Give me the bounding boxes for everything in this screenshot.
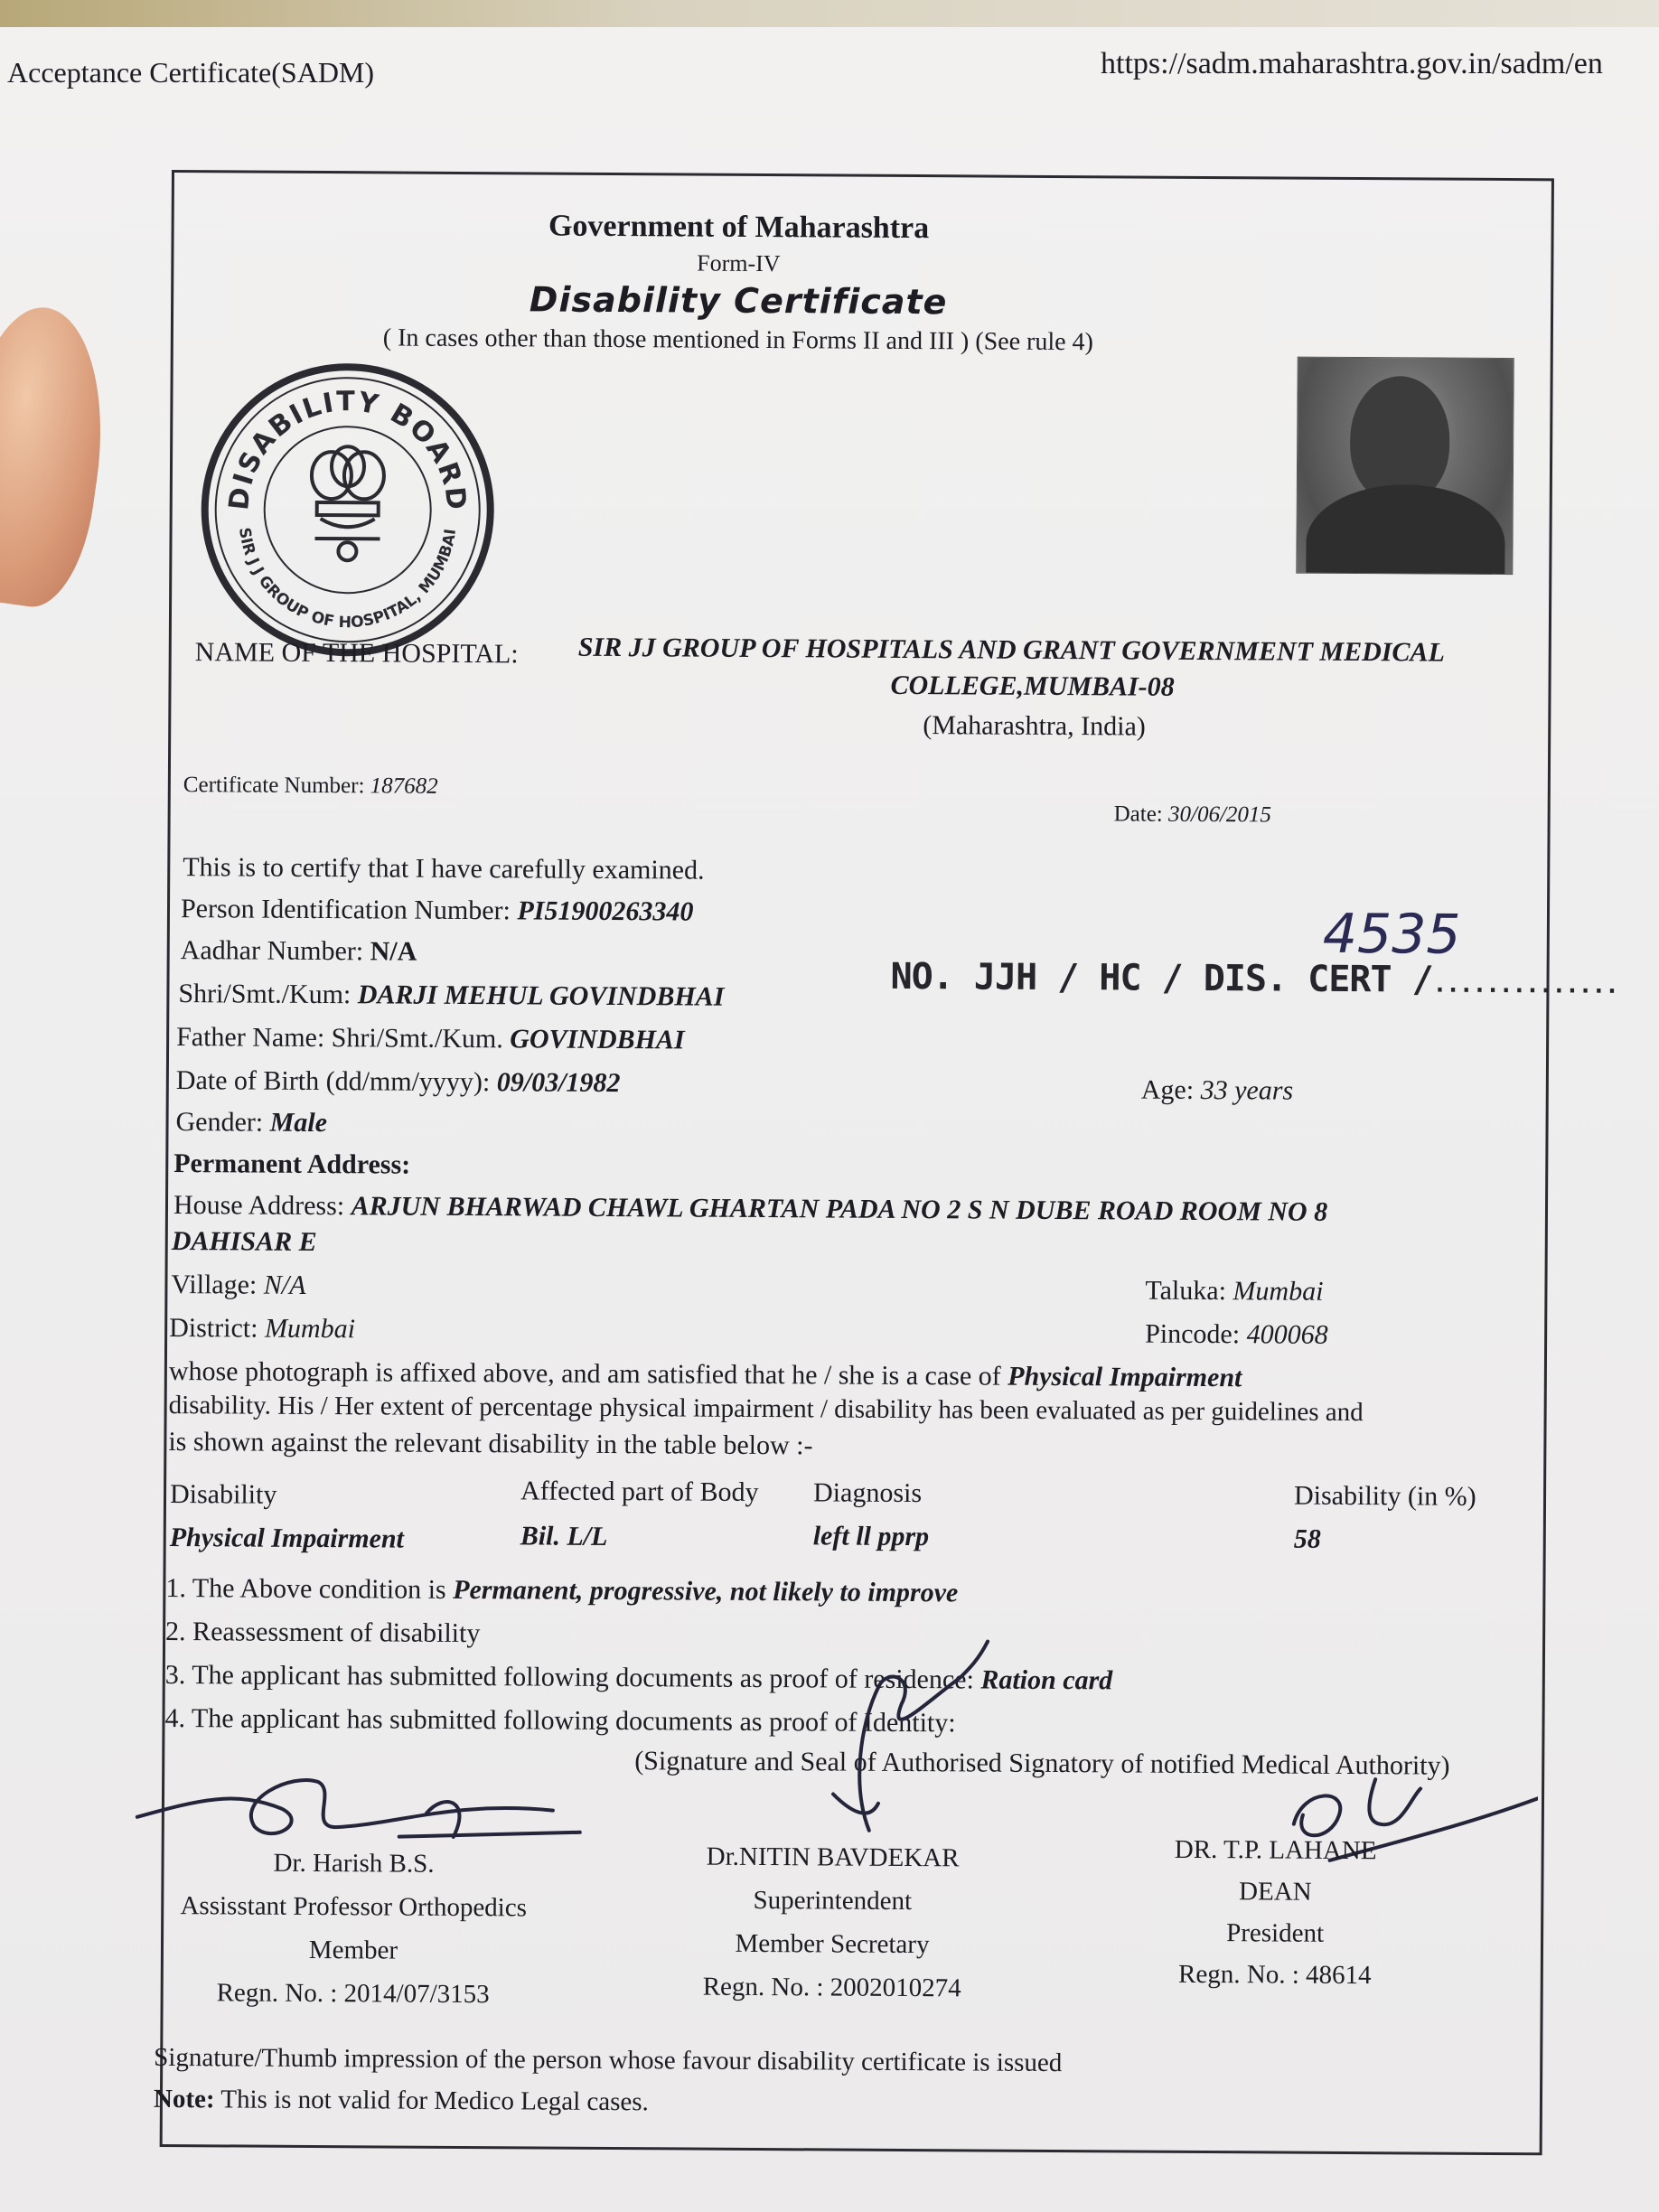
table-cell-percent: 58: [1293, 1523, 1321, 1554]
signatory-3-regn: Regn. No. : 48614: [1177, 1959, 1372, 1991]
table-cell-disability: Physical Impairment: [169, 1523, 405, 1554]
point-2: 2. Reassessment of disability: [165, 1616, 481, 1649]
signatory-3-role: President: [1226, 1918, 1325, 1948]
note-row: Note: This is not valid for Medico Legal cases.: [153, 2084, 649, 2117]
pincode-value: 400068: [1246, 1319, 1328, 1350]
statement-line3: is shown against the relevant disability in the table below :-: [168, 1427, 813, 1461]
certify-text: This is to certify that I have carefully examined.: [183, 852, 705, 886]
aadhar-row: Aadhar Number: N/A: [180, 935, 417, 967]
statement-line1: whose photograph is affixed above, and am satisfied that he / she is a case of Physical Impairment: [168, 1356, 1242, 1393]
age-row: Age: 33 years: [1140, 1074, 1294, 1106]
signatory-1-name: Dr. Harish B.S.: [273, 1848, 435, 1879]
hospital-location: (Maharashtra, India): [923, 710, 1146, 742]
applicant-name: DARJI MEHUL GOVINDBHAI: [357, 979, 725, 1012]
dob-value: 09/03/1982: [496, 1067, 621, 1099]
government-title: Government of Maharashtra: [548, 209, 930, 246]
table-header-diagnosis: Diagnosis: [812, 1477, 923, 1509]
applicant-photo: [1296, 357, 1514, 575]
hospital-name-line2: COLLEGE,MUMBAI-08: [890, 670, 1175, 702]
name-row: Shri/Smt./Kum: DARJI MEHUL GOVINDBHAI: [178, 979, 725, 1012]
pin-row: Person Identification Number: PI51900263340: [180, 894, 694, 927]
certificate-number-row: Certificate Number: 187682: [183, 773, 438, 799]
thumb-impression-text: Signature/Thumb impression of the person whose favour disability certificate is issued: [154, 2042, 1063, 2078]
point-1: 1. The Above condition is Permanent, progressive, not likely to improve: [165, 1572, 959, 1608]
signatory-1-designation: Assisstant Professor Orthopedics: [180, 1891, 528, 1923]
house-address-line1: ARJUN BHARWAD CHAWL GHARTAN PADA NO 2 S N DUBE ROAD ROOM NO 8: [351, 1191, 1328, 1227]
father-name: GOVINDBHAI: [510, 1024, 685, 1055]
district-row: District: Mumbai: [169, 1313, 356, 1345]
village-row: Village: N/A: [171, 1270, 306, 1300]
signatory-2-name: Dr.NITIN BAVDEKAR: [706, 1842, 960, 1873]
signatory-1-role: Member: [308, 1935, 398, 1965]
certificate-subtitle: ( In cases other than those mentioned in Forms II and III ) (See rule 4): [382, 323, 1093, 357]
signatory-2: [651, 1834, 1014, 2010]
table-header-disability: Disability: [169, 1479, 277, 1510]
print-header-title: Acceptance Certificate(SADM): [7, 56, 375, 89]
disability-board-seal-icon: [195, 357, 501, 662]
signatory-3: [1112, 1828, 1439, 1996]
signatory-1-regn: Regn. No. : 2014/07/3153: [216, 1978, 490, 2010]
hospital-name-line1: SIR JJ GROUP OF HOSPITALS AND GRANT GOVERNMENT MEDICAL: [577, 632, 1445, 668]
statement-line2: disability. His / Her extent of percentage physical impairment / disability has been evaluated as per guidelines and: [168, 1391, 1364, 1428]
handwritten-cert-number: 4535: [1322, 902, 1461, 967]
certificate-title: Disability Certificate: [529, 279, 948, 323]
village-value: N/A: [263, 1270, 306, 1300]
certificate-date: 30/06/2015: [1167, 801, 1272, 828]
taluka-row: Taluka: Mumbai: [1145, 1275, 1324, 1307]
signatory-2-regn: Regn. No. : 2002010274: [702, 1972, 961, 2003]
house-address-line2: DAHISAR E: [171, 1226, 317, 1258]
dob-row: Date of Birth (dd/mm/yyyy): 09/03/1982: [175, 1065, 621, 1099]
svg-text:DISABILITY BOARD: DISABILITY BOARD: [223, 386, 473, 513]
certificate-frame: [153, 170, 1618, 2155]
point-3: 3. The applicant has submitted following documents as proof of residence: Ration card: [164, 1659, 1113, 1696]
signature-caption: (Signature and Seal of Authorised Signatory of notified Medical Authority): [634, 1746, 1450, 1781]
taluka-value: Mumbai: [1233, 1276, 1324, 1307]
hospital-label: NAME OF THE HOSPITAL:: [194, 637, 519, 670]
table-cell-body-part: Bil. L/L: [520, 1521, 608, 1551]
table-cell-diagnosis: left ll pprp: [812, 1521, 930, 1552]
point-4: 4. The applicant has submitted following documents as proof of Identity:: [164, 1702, 956, 1739]
date-row: Date: 30/06/2015: [1113, 801, 1272, 828]
age-value: 33 years: [1200, 1074, 1294, 1106]
gender-row: Gender: Male: [175, 1107, 328, 1139]
pincode-row: Pincode: 400068: [1145, 1318, 1328, 1350]
certificate-number: 187682: [370, 773, 438, 799]
permanent-address-heading: Permanent Address:: [173, 1148, 411, 1180]
table-header-body-part: Affected part of Body: [520, 1476, 759, 1507]
background-top-strip: [0, 0, 1659, 31]
svg-text:SIR J J GROUP OF HOSPITAL, MUM: SIR J J GROUP OF HOSPITAL, MUMBAI: [234, 526, 461, 633]
signatory-3-designation: DEAN: [1239, 1877, 1312, 1907]
signatory-2-role: Member Secretary: [735, 1928, 930, 1960]
table-header-percent: Disability (in %): [1293, 1480, 1476, 1512]
print-header-url: https://sadm.maharashtra.gov.in/sadm/en: [1101, 47, 1603, 80]
signatory-1: [145, 1841, 562, 2017]
certificate-stamp-number: NO. JJH / HC / DIS. CERT /..............: [890, 955, 1618, 1001]
form-number: Form-IV: [697, 249, 781, 277]
district-value: Mumbai: [264, 1313, 356, 1345]
gender-value: Male: [269, 1107, 328, 1139]
house-address-row: House Address: ARJUN BHARWAD CHAWL GHARTAN PADA NO 2 S N DUBE ROAD ROOM NO 8: [173, 1190, 1328, 1227]
father-row: Father Name: Shri/Smt./Kum. GOVINDBHAI: [176, 1022, 685, 1055]
signatory-2-designation: Superintendent: [753, 1885, 913, 1917]
signatory-3-name: DR. T.P. LAHANE: [1174, 1834, 1377, 1866]
pin-value: PI51900263340: [517, 895, 694, 927]
aadhar-value: N/A: [370, 936, 417, 967]
